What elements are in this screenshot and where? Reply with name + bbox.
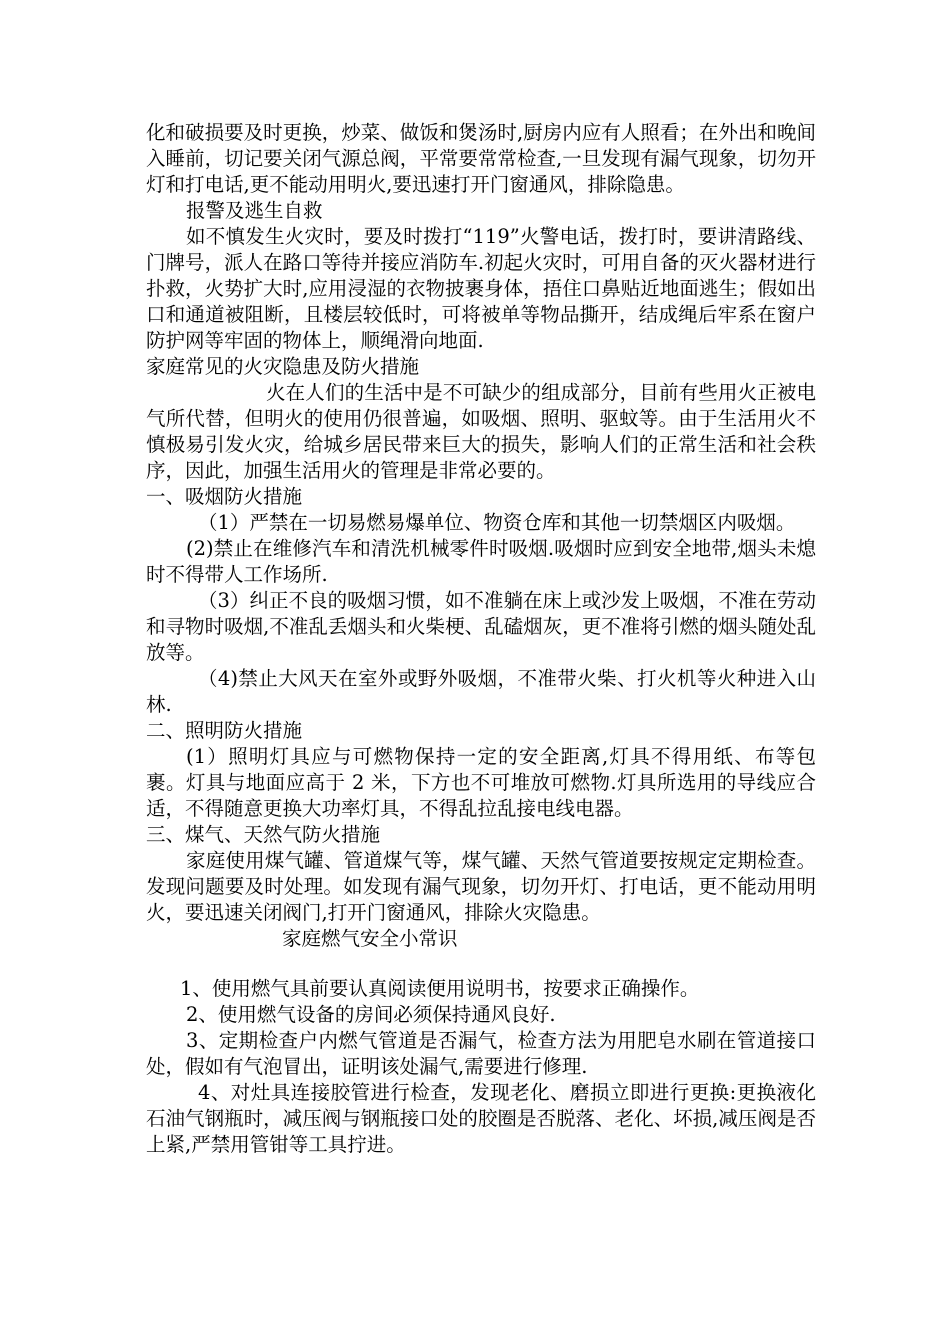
paragraph-fire-intro: 火在人们的生活中是不可缺少的组成部分，目前有些用火正被电气所代替，但明火的使用仍很普遍，如吸烟、照明、驱蚊等。由于生活用火不慎极易引发火灾，给城乡居民带来巨大的损失，影响人们的正常生活和社会秩序，因此，加强生活用火的管理是非常必要的。 (146, 381, 816, 482)
gas-tip-4: 4、对灶具连接胶管进行检查，发现老化、磨损立即进行更换:更换液化石油气钢瓶时，减压阀与钢瓶接口处的胶圈是否脱落、老化、坏损,减压阀是否上紧,严禁用管钳等工具拧进。 (146, 1081, 816, 1156)
paragraph-gas: 家庭使用煤气罐、管道煤气等，煤气罐、天然气管道要按规定定期检查。发现问题要及时处理。如发现有漏气现象，切勿开灯、打电话，更不能动用明火，要迅速关闭阀门,打开门窗通风，排除火灾隐患。 (146, 849, 816, 924)
gas-tip-1: 1、使用燃气具前要认真阅读便用说明书，按要求正确操作。 (180, 977, 700, 1000)
paragraph-alarm-escape: 如不慎发生火灾时，要及时拨打“119”火警电话，拨打时，要讲清路线、门牌号，派人在路口等待并接应消防车.初起火灾时，可用自备的灭火器材进行扑救，火势扩大时,应用浸湿的衣物披裹身体，捂住口鼻贴近地面逃生；假如出口和通道被阻断，且楼层较低时，可将被单等物品撕开，结成绳后牢系在窗户防护网等牢固的物体上，顺绳滑向地面. (146, 225, 816, 352)
blank-line (146, 952, 816, 976)
heading-gas: 三、煤气、天然气防火措施 (146, 823, 381, 846)
paragraph-lighting-1: (1）照明灯具应与可燃物保持一定的安全距离,灯具不得用纸、布等包裹。灯具与地面应高于 2 米，下方也不可堆放可燃物.灯具所选用的导线应合适，不得随意更换大功率灯具，不得乱拉乱接电线电器。 (146, 745, 816, 820)
heading-lighting: 二、照明防火措施 (146, 719, 303, 742)
heading-smoking: 一、吸烟防火措施 (146, 485, 303, 508)
heading-alarm-escape: 报警及逃生自救 (186, 199, 323, 222)
gas-tip-3: 3、定期检查户内燃气管道是否漏气，检查方法为用肥皂水刷在管道接口处，假如有气泡冒出，证明该处漏气,需要进行修理. (146, 1029, 816, 1078)
paragraph-smoking-3: （3）纠正不良的吸烟习惯，如不准躺在床上或沙发上吸烟，不准在劳动和寻物时吸烟,不准乱丢烟头和火柴梗、乱磕烟灰，更不准将引燃的烟头随处乱放等。 (146, 589, 816, 664)
paragraph-continuation: 化和破损要及时更换，炒菜、做饭和煲汤时,厨房内应有人照看；在外出和晚间入睡前，切记要关闭气源总阀，平常要常常检查,一旦发现有漏气现象，切勿开灯和打电话,更不能动用明火,要迅速打开门窗通风，排除隐患。 (146, 121, 816, 196)
paragraph-smoking-1: （1）严禁在一切易燃易爆单位、物资仓库和其他一切禁烟区内吸烟。 (198, 511, 796, 534)
gas-tip-2: 2、使用燃气设备的房间必须保持通风良好. (186, 1003, 556, 1026)
paragraph-smoking-4: （4)禁止大风天在室外或野外吸烟，不准带火柴、打火机等火种进入山林. (146, 667, 816, 716)
document-body (146, 120, 816, 1158)
heading-gas-safety-tips: 家庭燃气安全小常识 (282, 927, 458, 950)
heading-home-fire-hazards: 家庭常见的火灾隐患及防火措施 (146, 355, 420, 378)
paragraph-smoking-2: (2)禁止在维修汽车和清洗机械零件时吸烟.吸烟时应到安全地带,烟头未熄时不得带人工作场所. (146, 537, 816, 586)
